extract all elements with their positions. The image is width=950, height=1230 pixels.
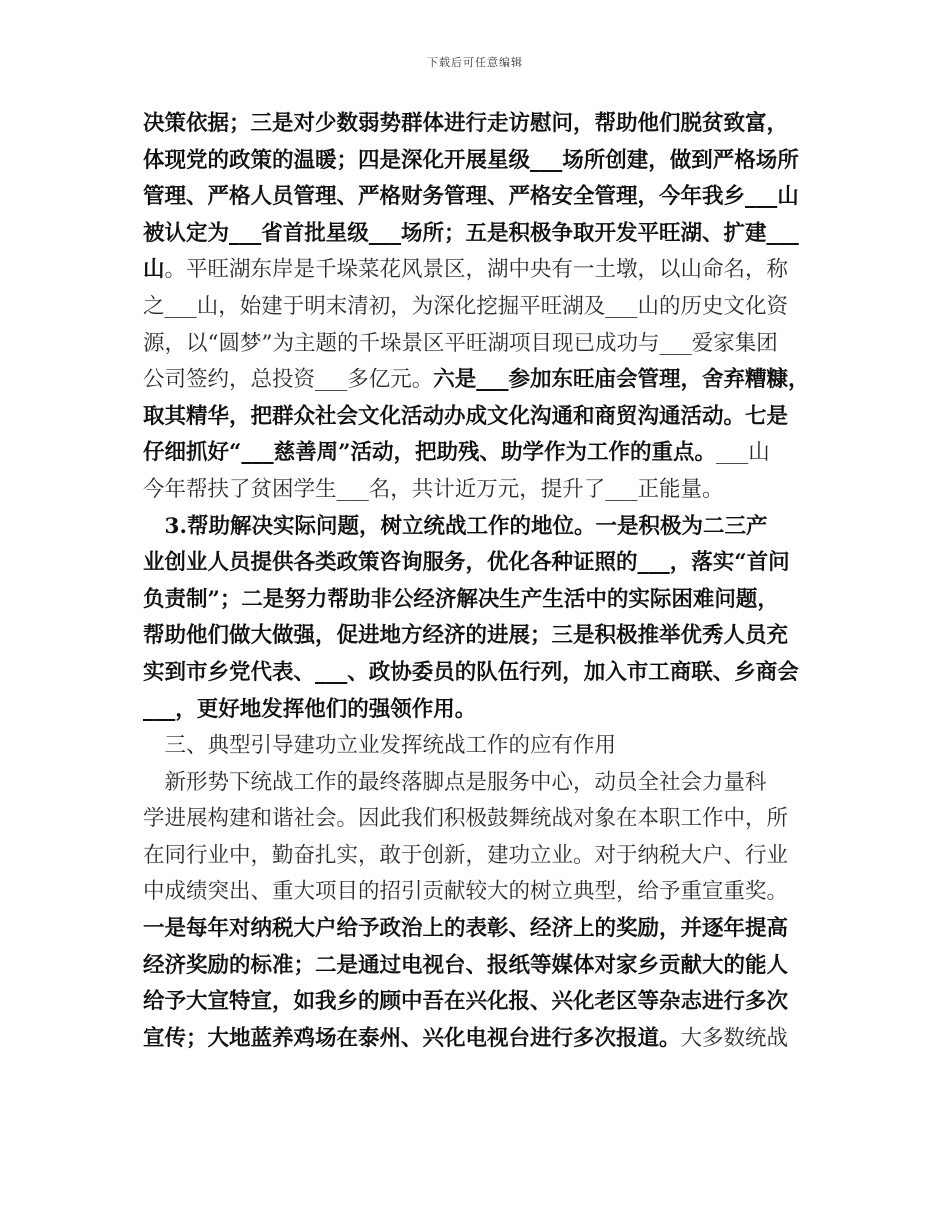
bold-text-segment: 山: [143, 257, 165, 283]
text-line: [143, 984, 811, 1021]
text-line: [143, 326, 811, 363]
bold-text-segment: 宣传；大地蓝养鸡场在泰州、兴化电视台进行多次报道。: [143, 1025, 681, 1051]
bold-text-segment: ___，更好地发挥他们的强领作用。: [143, 696, 477, 722]
bold-text-segment: 取其精华，把群众社会文化活动办成文化沟通和商贸沟通活动。七是: [143, 403, 789, 429]
bold-text-segment: 实到市乡党代表、___、政协委员的队伍行列，加入市工商联、乡商会: [143, 659, 799, 685]
bold-text-segment: 3.帮助解决实际问题，树立统战工作的地位。一是积极为二三产: [143, 513, 768, 539]
text-segment: 公司签约，总投资___多亿元。: [143, 367, 434, 393]
document-body: [143, 106, 811, 1057]
bold-text-segment: 决策依据；三是对少数弱势群体进行走访慰问，帮助他们脱贫致富，: [143, 111, 789, 136]
text-segment: 今年帮扶了贫困学生___名，共计近万元，提升了___正能量。: [143, 476, 724, 502]
text-line: [143, 179, 811, 216]
text-line: [143, 143, 811, 180]
text-line: [143, 618, 811, 655]
text-segment: 源，以“圆梦”为主题的千垛景区平旺湖项目现已成功与___爱家集团: [143, 330, 778, 356]
text-segment: ___山: [716, 440, 770, 466]
bold-text-segment: 负责制”；二是努力帮助非公经济解决生产生活中的实际困难问题，: [143, 586, 779, 612]
text-line: [143, 362, 811, 399]
text-segment: 三、典型引导建功立业发挥统战工作的应有作用: [143, 733, 617, 759]
text-line: [143, 545, 811, 582]
text-line: [143, 509, 811, 546]
bold-text-segment: 业创业人员提供各类政策咨询服务，优化各种证照的___，落实“首问: [143, 550, 790, 576]
bold-text-segment: 被认定为___省首批星级___场所；五是积极争取开发平旺湖、扩建___: [143, 220, 799, 246]
text-line: [143, 289, 811, 326]
bold-text-segment: 六是___参加东旺庙会管理，舍弃糟糠，: [433, 367, 810, 393]
text-segment: 之___山，始建于明末清初，为深化挖掘平旺湖及___山的历史文化资: [143, 293, 789, 319]
text-line: [143, 655, 811, 692]
text-line: [143, 582, 811, 619]
bold-text-segment: 仔细抓好“___慈善周”活动，把助残、助学作为工作的重点。: [143, 440, 716, 466]
header-note: 下载后可任意编辑: [427, 56, 523, 69]
text-segment: 大多数统战: [680, 1025, 789, 1051]
text-line: [143, 1021, 811, 1058]
text-segment: 新形势下统战工作的最终落脚点是服务中心，动员全社会力量科: [143, 769, 767, 795]
text-line: [143, 801, 811, 838]
text-line: [143, 838, 811, 875]
bold-text-segment: 经济奖励的标准；二是通过电视台、报纸等媒体对家乡贡献大的能人: [143, 952, 789, 978]
text-line: [143, 692, 811, 729]
bold-text-segment: 给予大宣特宣，如我乡的顾中吾在兴化报、兴化老区等杂志进行多次: [143, 989, 789, 1015]
text-line: [143, 911, 811, 948]
text-segment: 。平旺湖东岸是千垛菜花风景区，湖中央有一土墩，以山命名，称: [164, 257, 789, 283]
text-line: [143, 874, 811, 911]
bold-text-segment: 帮助他们做大做强，促进地方经济的进展；三是积极推举优秀人员充: [143, 623, 789, 649]
bold-text-segment: 一是每年对纳税大户给予政治上的表彰、经济上的奖励，并逐年提高: [143, 916, 789, 942]
text-line: [143, 948, 811, 985]
text-line: [143, 765, 811, 802]
text-line: [143, 435, 811, 472]
text-line: [143, 252, 811, 289]
bold-text-segment: 体现党的政策的温暖；四是深化开展星级___场所创建，做到严格场所: [143, 147, 799, 173]
text-line: [143, 399, 811, 436]
bold-text-segment: 管理、严格人员管理、严格财务管理、严格安全管理，今年我乡___山: [143, 184, 799, 210]
text-line: [143, 106, 811, 143]
text-segment: 学进展构建和谐社会。因此我们积极鼓舞统战对象在本职工作中，所: [143, 806, 789, 832]
text-line: [143, 728, 811, 765]
text-segment: 在同行业中，勤奋扎实，敢于创新，建功立业。对于纳税大户、行业: [143, 842, 789, 868]
text-line: [143, 216, 811, 253]
text-segment: 中成绩突出、重大项目的招引贡献较大的树立典型，给予重宣重奖。: [143, 879, 789, 905]
text-line: [143, 472, 811, 509]
